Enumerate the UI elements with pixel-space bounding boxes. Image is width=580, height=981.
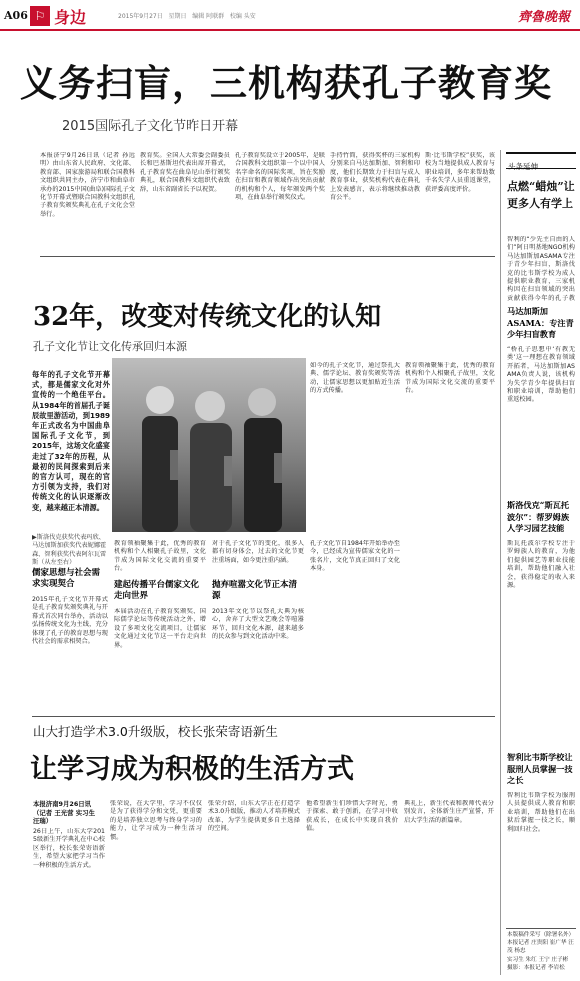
bottom-kicker: 山大打造学术3.0升级版，校长张荣寄语新生 — [33, 724, 278, 739]
section2-body: 本届活动在孔子教育奖颁奖、国际儒学论坛等传统活动之外，增设了多项文化交流项目，让儒家文化通过文化节这一平台走向世界。 — [114, 608, 206, 649]
page-number: A06 — [4, 9, 28, 22]
award-winners-figure — [112, 358, 306, 532]
bottom-col-2: 张荣说，在大学里，学习不仅仅是为了获得学分和文凭，更重要的是培养独立思考与终身学习的能力，让学习成为一种生活习惯。 — [110, 800, 202, 841]
page-header — [0, 0, 580, 30]
lead-headline: 义务扫盲，三机构获孔子教育奖 — [20, 61, 552, 105]
bottom-col-3: 张荣介绍，山东大学正在打造学术3.0升级版，推动人才培养模式改革，为学生提供更多自主选择的空间。 — [208, 800, 300, 833]
award-photo — [112, 358, 306, 532]
section2-title: 建起传播平台儒家文化走向世界 — [114, 580, 200, 601]
section1-body: 2015年孔子文化节开幕式是孔子教育奖颁奖典礼与开幕式首次同台举办，活动以弘扬传统文化为主线，充分体现了孔子的教育思想与现代社会的需求相契合。 — [32, 596, 108, 646]
sidebar-item3-title: 智利比韦斯学校让服刑人员掌握一技之长 — [507, 752, 573, 785]
sidebar-label — [506, 152, 576, 169]
credit-line-4: 摄影：本报记者 李岩松 — [507, 964, 565, 971]
feature-headline: 32年，改变对传统文化的认知 — [33, 302, 382, 332]
credits-block — [507, 931, 577, 972]
masthead-logo: 齊魯晚報 — [517, 10, 570, 25]
sidebar-headline: 点燃“蜡烛”让更多人有学上 — [507, 180, 575, 210]
feature-col-d: 孔子文化节自1984年开始举办至今，已经成为宣传儒家文化的一张名片，文化节真正回归了文化本身。 — [310, 540, 400, 573]
sidebar-intro: 智利的“少先主自由的人们”阿日明基地NGO机构马达加斯加ASAMA专注于青少年扫盲，斯洛伐克的比韦斯学校为成人提供职业教育，三家机构因在扫盲领域的突出贡献获得今年的孔子教 — [507, 236, 575, 302]
sidebar-label-text: 头条延伸 — [508, 162, 538, 171]
sidebar-item2-title: 斯洛伐克“斯瓦托波尔”：帮罗姆族人学习园艺技能 — [507, 500, 570, 533]
sidebar-item3-body: 智利比韦斯学校为服刑人员提供成人教育和职业培训，帮助他们在出狱后掌握一技之长，顺利回归社会。 — [507, 792, 575, 833]
meta-date: 2015年9月27日 — [118, 13, 163, 20]
credit-line-2: 本报记者 庄贵阳 崔广华 汪茂 杨忠 — [507, 940, 574, 955]
section-name: 身边 — [54, 8, 87, 27]
lead-col-4: 手持竹简，获得奖杯的三家机构分别来自马达加斯加、智利和印度，他们长期致力于扫盲与成人教育事业，获奖机构代表在典礼上发表感言，表示将继续推动教育公平。 — [330, 152, 420, 202]
section1-title: 儒家思想与社会需求实现契合 — [32, 568, 101, 589]
lead-bottom-rule — [40, 256, 495, 257]
lead-subheadline: 2015国际孔子文化节昨日开幕 — [62, 119, 239, 134]
sidebar-item1-body: “桥孔子思想中‘有教无类’这一理想在教育领域开拓者，马达加斯加ASAMA负责人说，该机构为失学青少年提供扫盲和职业培训，帮助他们重返校园。 — [507, 346, 575, 404]
caption-arrow-icon: ▶ — [32, 534, 37, 541]
feature-intro: 每年的孔子文化节开幕式，都是儒家文化对外宣传的一个绝佳平台。从1984年的首届孔子诞辰故里游活动，到1989年正式改名为中国曲阜国际孔子文化节，到2015年，这场文化盛宴走过了32年的历程，从最初的民间探索到后来的官方认可，现在的官方引领为支持，我们对传统文化的认识逐渐改变，越来越正本清源。 — [32, 370, 110, 512]
feature-col-b: 对于孔子文化节的变化，很多人都有切身体会，过去的文化节更注重场面，如今更注重内涵。 — [212, 540, 304, 564]
sidebar-divider — [500, 150, 501, 975]
lead-col-5: 斯·比韦斯学校”获奖，该校为当地提供成人教育与职业培训，多年来帮助数千名失学人员重返课堂，获评委高度评价。 — [425, 152, 495, 193]
feature-subheadline: 孔子文化节让文化传承回归本源 — [33, 340, 187, 353]
caption-text: 斯洛伐克获奖代表玛欣、马达加斯加获奖代表妮娜霍森、智利获奖代表阿尔瓦雷斯（从左至右） — [32, 534, 107, 567]
lead-col-1: 本报济宁9月26日讯（记者 孙远明）由山东省人民政府、文化部、教育部、国家旅游局和联合国教科文组织共同主办，济宁市和曲阜市承办的2015中国(曲阜)国际孔子文化节开幕式暨联合国教科文组织孔子教育奖颁奖典礼在孔子文化会堂举行。 — [40, 152, 135, 218]
header-meta — [118, 11, 256, 20]
credit-line-1: 本版稿件采写（除署名外） — [507, 932, 575, 938]
bottom-byline: 本报济南9月26日讯（记者 王光营 实习生 汪瑞） — [33, 800, 95, 826]
feature-col-c: 如今的孔子文化节，通过祭孔大典、儒学论坛、教育奖颁奖等活动，让儒家思想以更加贴近生活的方式传播。 — [310, 362, 400, 395]
sidebar-item1-title: 马达加斯加ASAMA：专注青少年扫盲教育 — [507, 306, 574, 339]
photo-caption — [32, 534, 108, 568]
bottom-col-1: 26日上午，山东大学2015级新生开学典礼在中心校区举行，校长张荣寄语新生，希望大家把学习当作一种积极的生活方式。 — [33, 828, 105, 869]
feature-bottom-rule — [32, 716, 495, 717]
bottom-headline: 让学习成为积极的生活方式 — [30, 754, 354, 785]
meta-proof: 校编 头安 — [229, 13, 256, 20]
credits-rule — [506, 928, 576, 929]
meta-editor: 编辑 阿联群 — [192, 13, 225, 20]
bottom-col-4: 他希望新生们珍惜大学时光，勇于探索、敢于创新，在学习中收获成长，在成长中实现自我价值。 — [306, 800, 398, 833]
bottom-col-5: 典礼上，新生代表和教师代表分别发言，全体新生庄严宣誓，开启大学生活的新篇章。 — [404, 800, 494, 824]
section-icon: ⚐ — [30, 6, 50, 26]
section3-title: 抛弃喧嚣文化节正本清源 — [212, 580, 298, 601]
credit-line-3: 实习生 朱红 王宁 庄子彬 — [507, 956, 569, 963]
header-rule — [0, 29, 580, 31]
lead-col-3: 孔子教育奖设立于2005年，是联合国教科文组织第一个以中国人名字命名的国际奖项，旨在奖励在扫盲和教育领域作出突出贡献的机构和个人，每年颁发两个奖项，在曲阜举行颁奖仪式。 — [235, 152, 325, 202]
feature-col-a: 教育领袖聚集于此，优秀的教育机构和个人相聚孔子故里，文化节成为国际文化交流的重要平台。 — [114, 540, 206, 573]
lead-col-2: 教育奖。全国人大常委会副委员长和巴基斯坦代表出席开幕式，孔子教育奖在曲阜尼山举行颁奖典礼，联合国教科文组织代表致辞，山东省副省长予以祝贺。 — [140, 152, 230, 193]
section3-body: 2013年文化节以祭孔大典为核心，舍弃了大型文艺晚会等喧嚣环节，回归文化本源，越来越多的民众参与到文化活动中来。 — [212, 608, 304, 641]
feature-col-e: 教育领袖聚集于此，优秀的教育机构和个人相聚孔子故里，文化节成为国际文化交流的重要平台。 — [405, 362, 495, 395]
meta-weekday: 星期日 — [168, 13, 187, 20]
sidebar-item2-body: 斯瓦托波尔学校专注于罗姆族人的教育，为他们提供园艺等职业技能培训，帮助他们融入社会，获得稳定的收入来源。 — [507, 540, 575, 590]
